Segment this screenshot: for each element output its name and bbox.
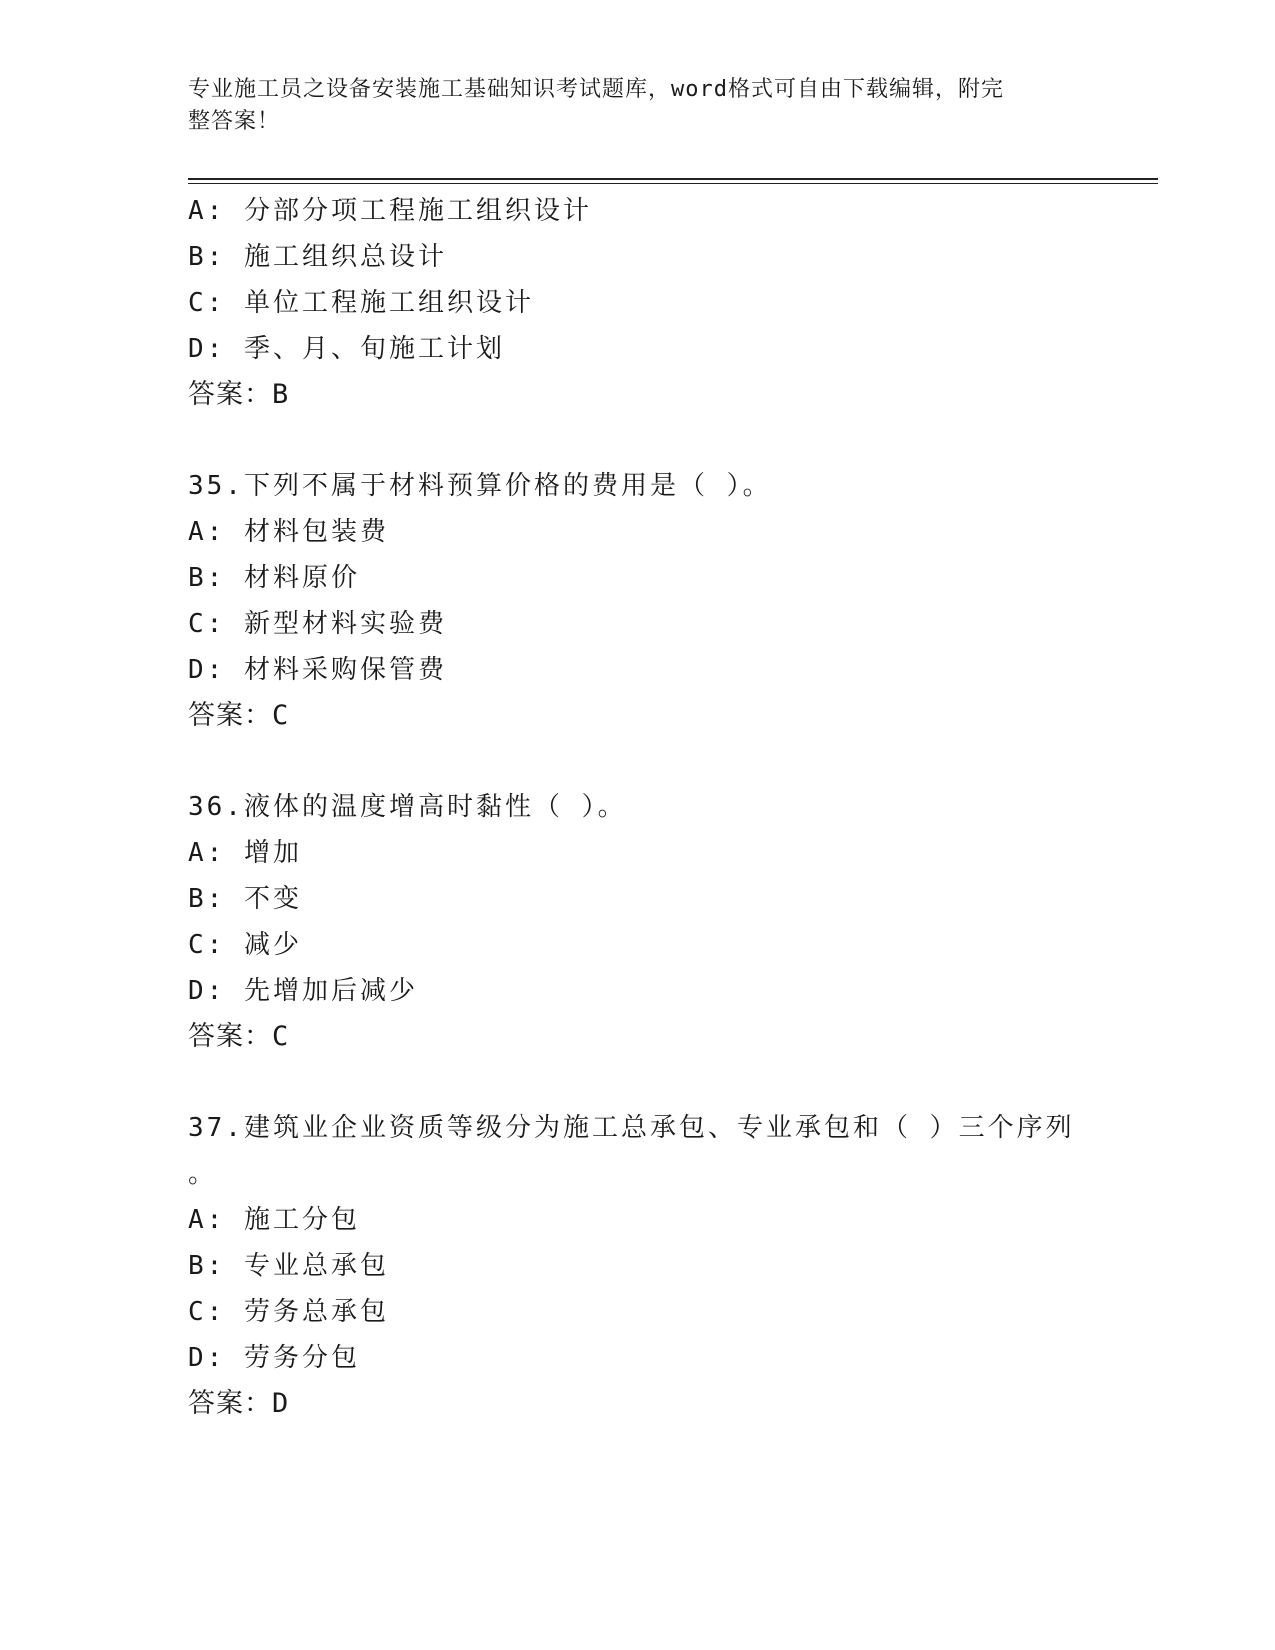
question-block-35 bbox=[188, 463, 1158, 739]
option-c: C: 劳务总承包 bbox=[188, 1297, 389, 1327]
option-d: D: 季、月、旬施工计划 bbox=[188, 334, 505, 364]
option-b: B: 专业总承包 bbox=[188, 1251, 389, 1281]
question-list bbox=[188, 188, 1158, 1427]
option-a: A: 分部分项工程施工组织设计 bbox=[188, 196, 592, 226]
question-text: 36.液体的温度增高时黏性（ ）。 bbox=[188, 792, 627, 822]
header-divider-thin bbox=[188, 183, 1158, 184]
option-d: D: 劳务分包 bbox=[188, 1343, 360, 1373]
option-a: A: 增加 bbox=[188, 838, 302, 868]
question-text-tail: 。 bbox=[188, 1159, 215, 1189]
option-b: B: 施工组织总设计 bbox=[188, 242, 447, 272]
question-text: 37.建筑业企业资质等级分为施工总承包、专业承包和（ ）三个序列 bbox=[188, 1113, 1075, 1143]
answer: 答案：D bbox=[188, 1388, 290, 1419]
option-c: C: 新型材料实验费 bbox=[188, 609, 447, 639]
option-d: D: 材料采购保管费 bbox=[188, 655, 447, 685]
question-block-36 bbox=[188, 784, 1158, 1060]
header-divider-thick bbox=[188, 178, 1158, 180]
answer: 答案：C bbox=[188, 700, 290, 731]
document-header bbox=[188, 74, 1088, 138]
header-line-1: 专业施工员之设备安装施工基础知识考试题库，word格式可自由下载编辑，附完 bbox=[188, 77, 1004, 102]
option-b: B: 不变 bbox=[188, 884, 302, 914]
header-line-2: 整答案！ bbox=[188, 109, 281, 134]
option-d: D: 先增加后减少 bbox=[188, 976, 418, 1006]
option-a: A: 材料包装费 bbox=[188, 517, 389, 547]
option-c: C: 单位工程施工组织设计 bbox=[188, 288, 534, 318]
option-a: A: 施工分包 bbox=[188, 1205, 360, 1235]
option-b: B: 材料原价 bbox=[188, 563, 360, 593]
answer: 答案：C bbox=[188, 1021, 290, 1052]
answer: 答案：B bbox=[188, 379, 290, 410]
question-block-34 bbox=[188, 188, 1158, 418]
question-block-37 bbox=[188, 1105, 1158, 1427]
question-text: 35.下列不属于材料预算价格的费用是（ ）。 bbox=[188, 471, 772, 501]
option-c: C: 减少 bbox=[188, 930, 302, 960]
